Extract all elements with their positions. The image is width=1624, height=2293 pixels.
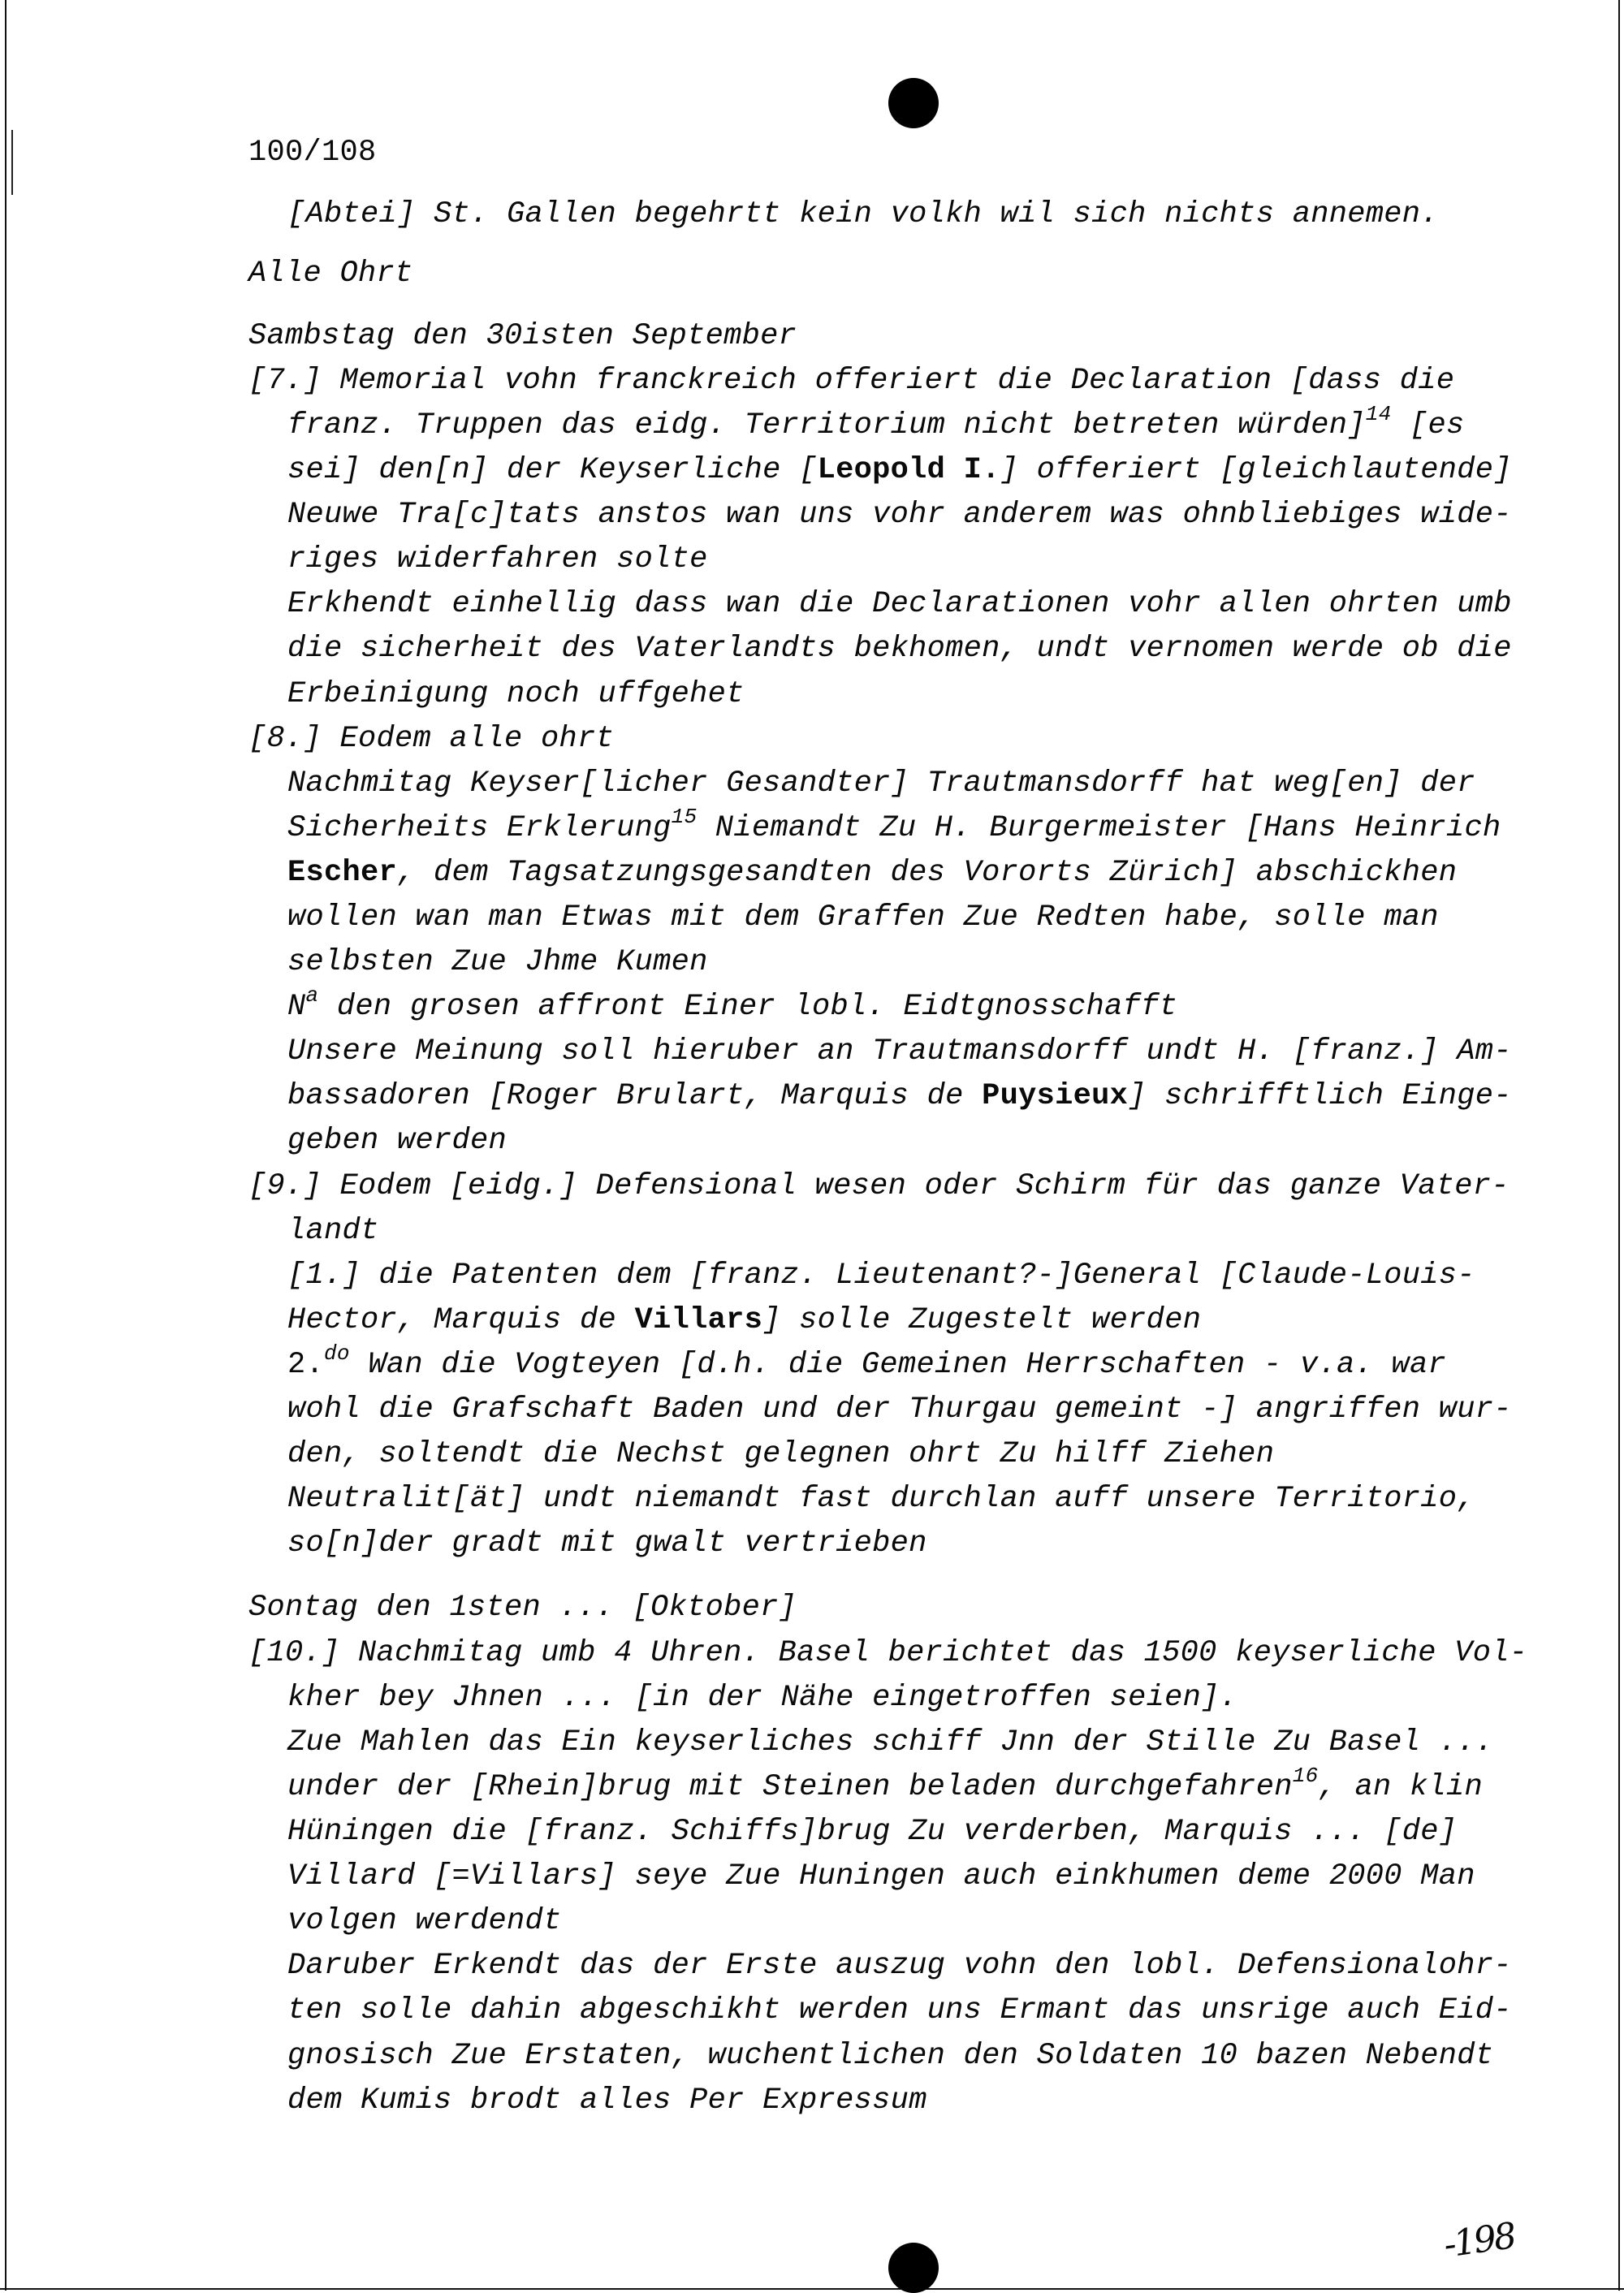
text-line: die sicherheit des Vaterlandts bekhomen, undt vernomen werde ob die <box>287 632 1512 666</box>
text-line: Nachmitag Keyser[licher Gesandter] Trautmansdorff hat weg[en] der <box>287 766 1475 801</box>
text-span: under der [Rhein]brug mit Steinen beladen durchgefahren <box>287 1770 1293 1804</box>
text-span: ] solle Zugestelt werden <box>762 1303 1202 1337</box>
text-span: ] schrifftlich Einge- <box>1128 1079 1512 1113</box>
text-line <box>287 983 1178 1025</box>
page-edge-bottom <box>0 2288 1624 2290</box>
text-line: Erkhendt einhellig dass wan die Declarationen vohr allen ohrten umb <box>287 587 1512 621</box>
text-line: gnosisch Zue Erstaten, wuchentlichen den Soldaten 10 bazen Nebendt <box>287 2039 1494 2073</box>
text-line: sei] den[n] der Keyserliche [Leopold I.] offeriert [gleichlautende] <box>287 453 1512 487</box>
text-span: ] offeriert [gleichlautende] <box>1000 453 1512 487</box>
text-span: , dem Tagsatzungsgesandten des Vororts Zürich] abschickhen <box>397 856 1458 890</box>
page-edge-right <box>1618 0 1620 2291</box>
punch-hole-top <box>888 78 939 128</box>
entry-10-line: [10.] Nachmitag umb 4 Uhren. Basel berichtet das 1500 keyserliche Vol- <box>248 1636 1528 1670</box>
text-line: [Abtei] St. Gallen begehrtt kein volkh wil sich nichts annemen. <box>287 197 1439 231</box>
text-line: kher bey Jhnen ... [in der Nähe eingetroffen seien]. <box>287 1681 1238 1715</box>
footnote-ref: 16 <box>1292 1764 1319 1788</box>
text-span: Wan die Vogteyen [d.h. die Gemeinen Herrschaften - v.a. war <box>349 1348 1447 1382</box>
text-span: 2. <box>287 1348 325 1382</box>
entry-9-line: [9.] Eodem [eidg.] Defensional wesen oder Schirm für das ganze Vater- <box>248 1169 1510 1203</box>
text-line <box>287 1078 1512 1114</box>
text-line: so[n]der gradt mit gwalt vertrieben <box>287 1527 927 1561</box>
text-line: wohl die Grafschaft Baden und der Thurgau gemeint -] angriffen wur- <box>287 1393 1512 1427</box>
page-edge-left <box>5 0 6 2291</box>
text-line <box>287 402 1465 443</box>
text-span: sei] den[n] der Keyserliche <box>287 453 800 487</box>
text-line: Erbeinigung noch uffgehet <box>287 677 745 711</box>
text-line: volgen werdendt <box>287 1904 562 1938</box>
text-span: bassadoren [Roger Brulart, Marquis de <box>287 1079 983 1113</box>
text-line: riges widerfahren solte <box>287 542 708 576</box>
date-heading: Sontag den 1sten ... [Oktober] <box>248 1591 797 1625</box>
entry-8-line: [8.] Eodem alle ohrt <box>248 722 615 756</box>
text-line: Hüningen die [franz. Schiffs]brug Zu verderben, Marquis ... [de] <box>287 1815 1458 1849</box>
text-span: Hector, Marquis de <box>287 1303 635 1337</box>
page-reference: 100/108 <box>248 136 377 170</box>
text-span: franz. Truppen das eidg. Territorium nicht betreten würden] <box>287 408 1366 443</box>
footnote-ref: 15 <box>671 805 698 829</box>
text-line <box>287 855 1457 891</box>
text-line: Villard [=Villars] seye Zue Huningen auch einkhumen deme 2000 Man <box>287 1859 1475 1894</box>
text-line: den, soltendt die Nechst gelegnen ohrt Zu hilff Ziehen <box>287 1437 1275 1471</box>
margin-mark <box>11 130 13 195</box>
text-span: [es <box>1391 408 1465 443</box>
text-line: wollen wan man Etwas mit dem Graffen Zue Redten habe, solle man <box>287 900 1439 935</box>
text-line: landt <box>287 1214 379 1248</box>
entry-7-line: [7.] Memorial vohn franckreich offeriert die Declaration [dass die <box>248 364 1455 398</box>
punch-hole-bottom <box>888 2243 939 2293</box>
date-heading: Sambstag den 30isten September <box>248 319 797 353</box>
person-name: Villars <box>634 1303 763 1337</box>
text-span: N <box>287 990 306 1024</box>
text-line: Unsere Meinung soll hieruber an Trautmansdorff undt H. [franz.] Am- <box>287 1034 1512 1069</box>
text-line: [1.] die Patenten dem [franz. Lieutenant?-]General [Claude-Louis- <box>287 1259 1475 1293</box>
superscript: a <box>305 983 319 1008</box>
text-line <box>287 1341 1447 1383</box>
text-line <box>287 1764 1484 1805</box>
text-line <box>287 805 1501 846</box>
section-heading: Alle Ohrt <box>248 257 413 291</box>
superscript: do <box>324 1341 350 1366</box>
text-line: Daruber Erkendt das der Erste auszug vohn den lobl. Defensionalohr- <box>287 1949 1512 1983</box>
handwritten-page-number: -198 <box>1440 2215 1517 2266</box>
text-line: selbsten Zue Jhme Kumen <box>287 945 708 979</box>
text-line: dem Kumis brodt alles Per Expressum <box>287 2084 927 2118</box>
text-line <box>287 1302 1201 1338</box>
text-span: Niemandt Zu H. Burgermeister [Hans Heinrich <box>697 811 1501 845</box>
text-span: den grosen affront Einer lobl. Eidtgnosschafft <box>318 990 1178 1024</box>
text-line: ten solle dahin abgeschikht werden uns Ermant das unsrige auch Eid- <box>287 1993 1512 2027</box>
text-span: , an klin <box>1318 1770 1484 1804</box>
text-line: geben werden <box>287 1124 508 1158</box>
text-line: Neuwe Tra[c]tats anstos wan uns vohr anderem was ohnbliebiges wide- <box>287 498 1512 532</box>
text-span: Sicherheits Erklerung <box>287 811 672 845</box>
footnote-ref: 14 <box>1365 402 1392 426</box>
person-name: Escher <box>287 856 398 890</box>
person-name: Leopold I. <box>817 453 1000 487</box>
person-name: Puysieux <box>982 1079 1129 1113</box>
text-line: Zue Mahlen das Ein keyserliches schiff Jnn der Stille Zu Basel ... <box>287 1725 1494 1760</box>
text-line: Neutralit[ät] undt niemandt fast durchlan auff unsere Territorio, <box>287 1482 1475 1516</box>
